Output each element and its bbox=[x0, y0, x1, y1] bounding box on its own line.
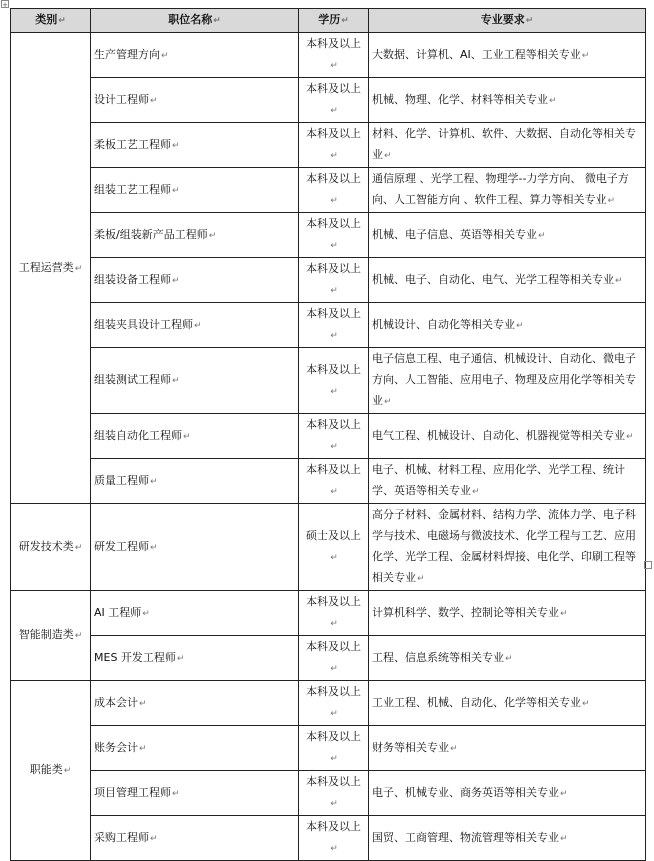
requirements-cell: 国贸、工商管理、物流管理等相关专业↵ bbox=[369, 816, 646, 861]
education-cell: 本科及以上↵ bbox=[299, 726, 369, 771]
job-title-cell: 研发工程师↵ bbox=[91, 504, 299, 591]
job-title-cell: 生产管理方向↵ bbox=[91, 33, 299, 78]
education-cell: 本科及以上↵ bbox=[299, 258, 369, 303]
table-row bbox=[11, 414, 646, 459]
requirements-cell: 通信原理 、光学工程、物理学--力学方向、 微电子方向、人工智能方向 、软件工程、算力等相关专业↵ bbox=[369, 168, 646, 213]
table-row bbox=[11, 258, 646, 303]
education-cell: 本科及以上↵ bbox=[299, 414, 369, 459]
education-cell: 本科及以上↵ bbox=[299, 348, 369, 414]
category-cell: 智能制造类↵ bbox=[11, 591, 91, 681]
requirements-cell: 电子信息工程、电子通信、机械设计、自动化、微电子方向、人工智能、应用电子、物理及应用化学等相关专业↵ bbox=[369, 348, 646, 414]
job-title-cell: 组装自动化工程师↵ bbox=[91, 414, 299, 459]
education-cell: 本科及以上↵ bbox=[299, 681, 369, 726]
education-cell: 本科及以上↵ bbox=[299, 636, 369, 681]
requirements-cell: 电子、机械、材料工程、应用化学、光学工程、统计学、英语等相关专业↵ bbox=[369, 459, 646, 504]
education-cell: 本科及以上↵ bbox=[299, 33, 369, 78]
table-row bbox=[11, 681, 646, 726]
header-category: 类别↵ bbox=[11, 9, 91, 33]
education-cell: 本科及以上↵ bbox=[299, 459, 369, 504]
table-anchor-icon[interactable]: + bbox=[2, 1, 8, 9]
requirements-cell: 机械、物理、化学、材料等相关专业↵ bbox=[369, 78, 646, 123]
requirements-cell: 财务等相关专业↵ bbox=[369, 726, 646, 771]
header-education: 学历↵ bbox=[299, 9, 369, 33]
job-requirements-table bbox=[10, 8, 646, 861]
requirements-cell: 电气工程、机械设计、自动化、机器视觉等相关专业↵ bbox=[369, 414, 646, 459]
requirements-cell: 工程、信息系统等相关专业↵ bbox=[369, 636, 646, 681]
education-cell: 本科及以上↵ bbox=[299, 771, 369, 816]
table-row bbox=[11, 504, 646, 591]
table-row bbox=[11, 771, 646, 816]
requirements-cell: 工业工程、机械、自动化、化学等相关专业↵ bbox=[369, 681, 646, 726]
table-row bbox=[11, 459, 646, 504]
requirements-cell: 机械、电子信息、英语等相关专业↵ bbox=[369, 213, 646, 258]
job-title-cell: MES 开发工程师↵ bbox=[91, 636, 299, 681]
education-cell: 硕士及以上↵ bbox=[299, 504, 369, 591]
education-cell: 本科及以上↵ bbox=[299, 168, 369, 213]
job-title-cell: 账务会计↵ bbox=[91, 726, 299, 771]
education-cell: 本科及以上↵ bbox=[299, 303, 369, 348]
table-row bbox=[11, 303, 646, 348]
header-requirements: 专业要求↵ bbox=[369, 9, 646, 33]
job-title-cell: 项目管理工程师↵ bbox=[91, 771, 299, 816]
job-title-cell: 设计工程师↵ bbox=[91, 78, 299, 123]
job-title-cell: 组装夹具设计工程师↵ bbox=[91, 303, 299, 348]
table-row bbox=[11, 348, 646, 414]
category-cell: 研发技术类↵ bbox=[11, 504, 91, 591]
requirements-cell: 高分子材料、金属材料、结构力学、流体力学、电子科学与技术、电磁场与微波技术、化学工程与工艺、应用化学、光学工程、金属材料焊接、电化学、印刷工程等相关专业↵ bbox=[369, 504, 646, 591]
education-cell: 本科及以上↵ bbox=[299, 591, 369, 636]
job-title-cell: 成本会计↵ bbox=[91, 681, 299, 726]
education-cell: 本科及以上↵ bbox=[299, 123, 369, 168]
table-row bbox=[11, 726, 646, 771]
table-body bbox=[11, 33, 646, 861]
education-cell: 本科及以上↵ bbox=[299, 213, 369, 258]
job-title-cell: 组装工艺工程师↵ bbox=[91, 168, 299, 213]
table-row bbox=[11, 636, 646, 681]
table-row bbox=[11, 213, 646, 258]
table-row bbox=[11, 168, 646, 213]
requirements-cell: 机械设计、自动化等相关专业↵ bbox=[369, 303, 646, 348]
resize-handle-icon[interactable] bbox=[644, 561, 652, 569]
table-row bbox=[11, 816, 646, 861]
category-cell: 职能类↵ bbox=[11, 681, 91, 861]
job-title-cell: 组装设备工程师↵ bbox=[91, 258, 299, 303]
job-title-cell: 柔板工艺工程师↵ bbox=[91, 123, 299, 168]
requirements-cell: 电子、机械专业、商务英语等相关专业↵ bbox=[369, 771, 646, 816]
job-title-cell: 组装测试工程师↵ bbox=[91, 348, 299, 414]
category-cell: 工程运营类↵ bbox=[11, 33, 91, 504]
requirements-cell: 机械、电子、自动化、电气、光学工程等相关专业↵ bbox=[369, 258, 646, 303]
table-row bbox=[11, 123, 646, 168]
job-title-cell: 质量工程师↵ bbox=[91, 459, 299, 504]
job-title-cell: 柔板/组装新产品工程师↵ bbox=[91, 213, 299, 258]
job-title-cell: 采购工程师↵ bbox=[91, 816, 299, 861]
requirements-cell: 计算机科学、数学、控制论等相关专业↵ bbox=[369, 591, 646, 636]
table-row bbox=[11, 591, 646, 636]
table-row bbox=[11, 33, 646, 78]
education-cell: 本科及以上↵ bbox=[299, 816, 369, 861]
table-row bbox=[11, 78, 646, 123]
header-job: 职位名称↵ bbox=[91, 9, 299, 33]
table-header-row bbox=[11, 9, 646, 33]
job-title-cell: AI 工程师↵ bbox=[91, 591, 299, 636]
education-cell: 本科及以上↵ bbox=[299, 78, 369, 123]
requirements-cell: 大数据、计算机、AI、工业工程等相关专业↵ bbox=[369, 33, 646, 78]
requirements-cell: 材料、化学、计算机、软件、大数据、自动化等相关专业↵ bbox=[369, 123, 646, 168]
